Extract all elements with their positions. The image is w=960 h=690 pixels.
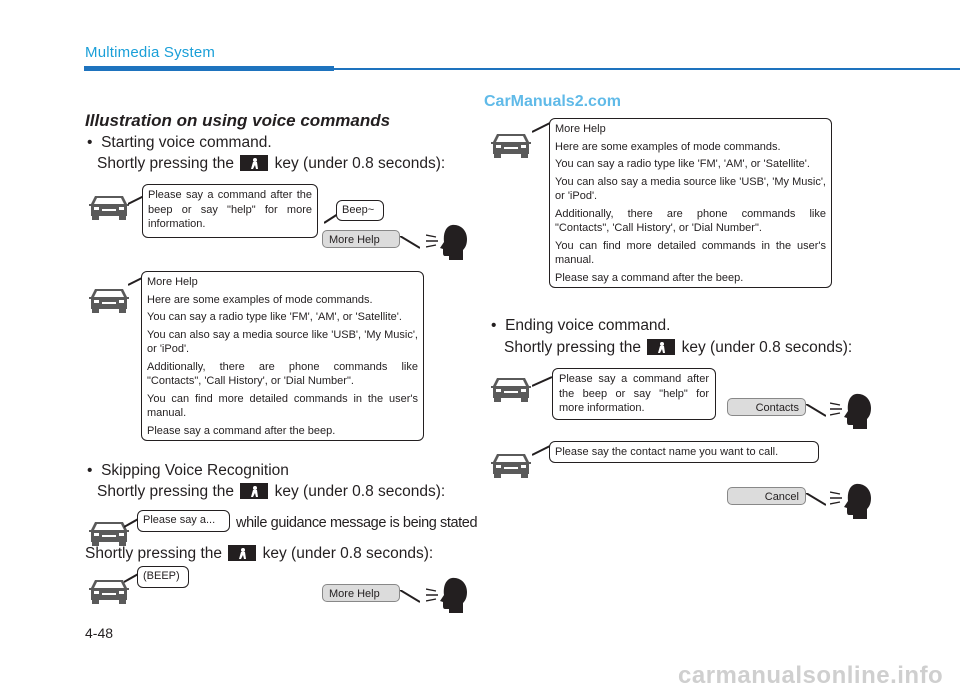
bullet-dot: •	[87, 134, 93, 151]
instruction-suffix: key (under 0.8 seconds):	[274, 483, 446, 500]
car-icon	[86, 283, 132, 315]
prompt-text: Please say a command after the beep or say "help" for more information.	[559, 373, 709, 415]
help-line: Here are some examples of mode commands.	[147, 293, 373, 306]
help-line: You can find more detailed commands in the user's manual.	[555, 239, 826, 267]
help-line: You can also say a media source like 'USB', 'My Music', or 'iPod'.	[555, 175, 826, 203]
instruction-starting	[97, 155, 445, 173]
prompt-bubble-skipping: Please say a...	[137, 510, 230, 532]
car-icon	[488, 372, 534, 404]
skip-note: while guidance message is being stated	[236, 515, 478, 531]
speech-waves-icon	[806, 493, 826, 507]
prompt-text: Please say a command after the beep or say "help" for more information.	[148, 189, 312, 231]
prompt-bubble-starting	[142, 184, 318, 238]
prompt-bubble-ending	[552, 368, 716, 420]
user-reply-more-help: More Help	[322, 230, 400, 248]
bullet-dot: •	[491, 317, 497, 334]
bullet-starting	[87, 134, 272, 152]
bullet-dot: •	[87, 462, 93, 479]
bullet-skipping	[87, 462, 289, 480]
prompt-bubble-contact: Please say the contact name you want to call.	[549, 441, 819, 463]
header-rule-thick	[84, 66, 334, 71]
car-icon	[488, 448, 534, 480]
instruction-ending	[504, 339, 852, 357]
help-title: More Help	[555, 123, 606, 135]
beep-bubble-skipping: (BEEP)	[137, 566, 189, 588]
instruction-suffix: key (under 0.8 seconds):	[274, 155, 446, 172]
footer-watermark[interactable]: carmanualsonline.info	[678, 662, 944, 689]
instruction-prefix: Shortly pressing the	[85, 545, 222, 562]
speaker-head-icon	[842, 482, 872, 520]
help-line: Please say a command after the beep.	[147, 424, 336, 437]
instruction-suffix: key (under 0.8 seconds):	[681, 339, 853, 356]
beep-bubble: Beep~	[336, 200, 384, 221]
voice-key-icon	[240, 483, 268, 499]
car-icon	[86, 190, 132, 222]
bullet-ending	[491, 317, 670, 335]
bullet-ending-text: Ending voice command.	[505, 317, 671, 334]
instruction-skipping	[97, 483, 445, 501]
help-line: Please say a command after the beep.	[555, 271, 744, 284]
bullet-skipping-text: Skipping Voice Recognition	[101, 462, 289, 479]
user-reply-cancel: Cancel	[727, 487, 806, 505]
help-line: Additionally, there are phone commands like "Contacts", 'Call History', or 'Dial Number".	[555, 207, 826, 235]
voice-key-icon	[228, 545, 256, 561]
instruction-prefix: Shortly pressing the	[97, 483, 234, 500]
section-title: Multimedia System	[85, 44, 216, 61]
instruction-prefix: Shortly pressing the	[504, 339, 641, 356]
help-line: You can find more detailed commands in the user's manual.	[147, 392, 418, 420]
help-line: Additionally, there are phone commands like "Contacts", 'Call History', or 'Dial Number".	[147, 360, 418, 388]
speech-waves-icon	[400, 236, 420, 250]
help-bubble-left	[141, 271, 424, 441]
user-reply-more-help: More Help	[322, 584, 400, 602]
page-number: 4-48	[85, 625, 114, 641]
help-title: More Help	[147, 276, 198, 288]
help-line: You can say a radio type like 'FM', 'AM', or 'Satellite'.	[147, 311, 402, 324]
bullet-starting-text: Starting voice command.	[101, 134, 272, 151]
speech-waves-icon	[400, 590, 420, 604]
instruction-suffix: key (under 0.8 seconds):	[262, 545, 434, 562]
speaker-head-icon	[438, 223, 468, 261]
instruction-prefix: Shortly pressing the	[97, 155, 234, 172]
car-icon	[488, 128, 534, 160]
user-reply-contacts: Contacts	[727, 398, 806, 416]
help-line: Here are some examples of mode commands.	[555, 140, 781, 153]
help-line: You can also say a media source like 'USB', 'My Music', or 'iPod'.	[147, 328, 418, 356]
help-bubble-right	[549, 118, 832, 288]
voice-key-icon	[647, 339, 675, 355]
help-line: You can say a radio type like 'FM', 'AM', or 'Satellite'.	[555, 158, 810, 171]
speaker-head-icon	[842, 392, 872, 430]
speaker-head-icon	[438, 576, 468, 614]
page-heading: Illustration on using voice commands	[85, 111, 391, 130]
bubble-tail	[532, 374, 552, 388]
instruction-skipping-2	[85, 545, 433, 563]
watermark-top[interactable]: CarManuals2.com	[484, 93, 621, 110]
voice-key-icon	[240, 155, 268, 171]
header-rule-thin	[334, 68, 960, 70]
speech-waves-icon	[806, 404, 826, 418]
